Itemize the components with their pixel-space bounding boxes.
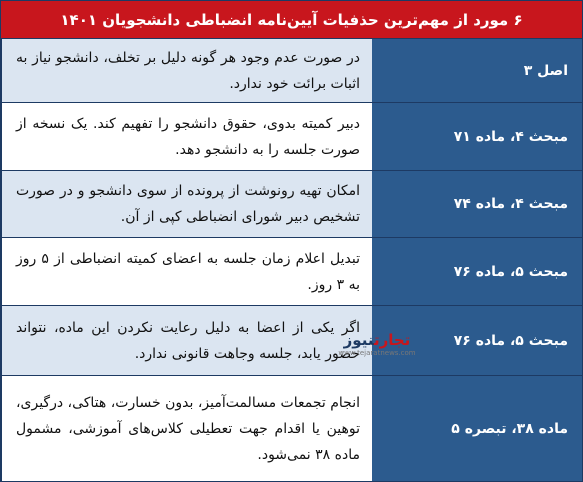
table-row [1,102,582,170]
article-description: انجام تجمعات مسالمت‌آمیز، بدون خسارت، هتاکی، درگیری، توهین یا اقدام جهت تعطیلی کلاس‌های آموزشی، مشمول ماده ۳۸ نمی‌شود. [1,376,372,481]
tejaratnews-logo [338,331,416,367]
table-row [1,38,582,102]
logo-part2: نیوز [343,331,374,349]
article-reference: مبحث ۵، ماده ۷۶ [372,238,582,305]
article-reference: مبحث ۴، ماده ۷۴ [372,171,582,237]
article-description: اگر یکی از اعضا به دلیل رعایت نکردن این ماده، نتواند حضور یابد، جلسه وجاهت قانونی ندارد. [1,306,372,375]
article-description: دبیر کمیته بدوی، حقوق دانشجو را تفهیم کند. یک نسخه از صورت جلسه را به دانشجو دهد. [1,103,372,170]
logo-wordmark [338,331,416,349]
article-description: در صورت عدم وجود هر گونه دلیل بر تخلف، دانشجو نیاز به اثبات برائت خود ندارد. [1,39,372,102]
table-row [1,170,582,237]
table-title: ۶ مورد از مهم‌ترین حذفیات آیین‌نامه انضباطی دانشجویان ۱۴۰۱ [1,1,582,38]
table-row [1,305,582,375]
logo-part1: تجارت [373,331,411,349]
article-reference: اصل ۳ [372,39,582,102]
article-reference: مبحث ۴، ماده ۷۱ [372,103,582,170]
article-description: امکان تهیه رونوشت از پرونده از سوی دانشجو و در صورت تشخیص دبیر شورای انضباطی کپی از آن. [1,171,372,237]
logo-url: www.tejaratnews.com [338,349,416,357]
article-reference: ماده ۳۸، تبصره ۵ [372,376,582,481]
article-description: تبدیل اعلام زمان جلسه به اعضای کمیته انضباطی از ۵ روز به ۳ روز. [1,238,372,305]
table-row [1,375,582,481]
table-row [1,237,582,305]
article-reference: مبحث ۵، ماده ۷۶ [372,306,582,375]
